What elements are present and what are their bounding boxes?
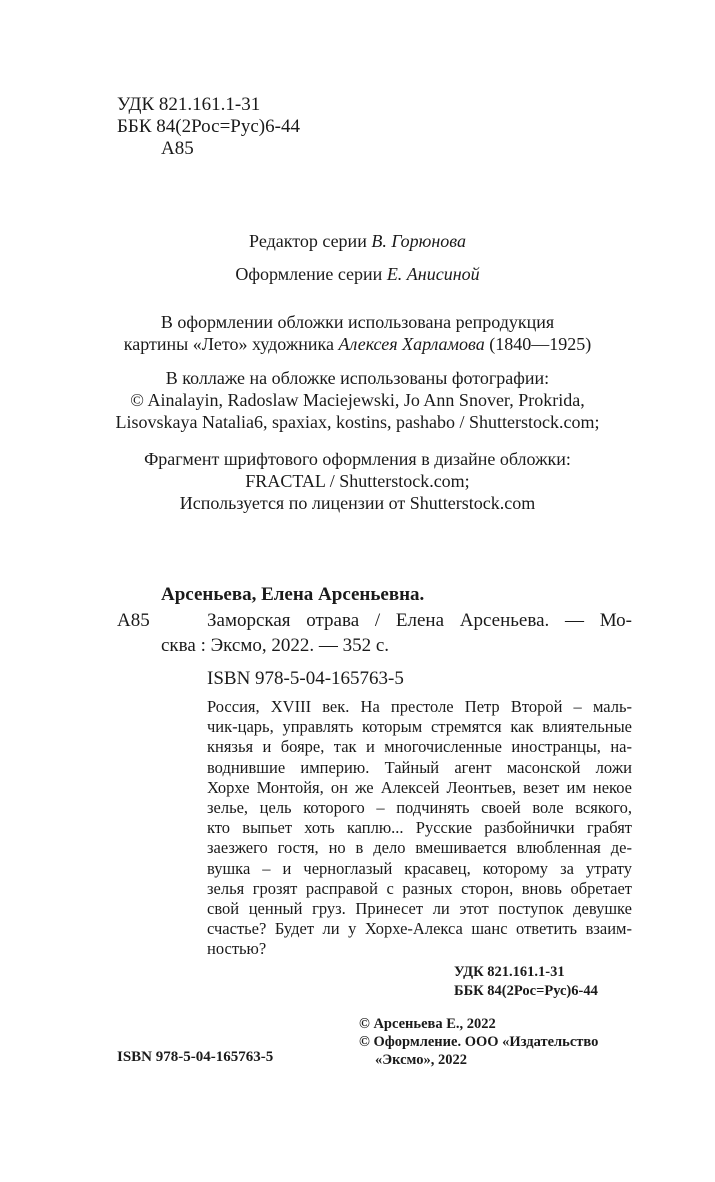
annotation-line: воднившие империю. Тайный агент масонской ложи: [207, 757, 632, 777]
copyright-publisher: «Эксмо», 2022: [375, 1052, 467, 1068]
catalog-title-line-2: сква : Эксмо, 2022. — 352 с.: [161, 635, 390, 656]
annotation-line: Хорхе Монтойя, он же Алексей Леонтьев, везет им некое: [207, 777, 632, 797]
series-design-line: [0, 263, 715, 285]
annotation-line: ностью?: [207, 939, 267, 959]
series-editor-label: Редактор серии: [249, 231, 367, 251]
catalog-author-heading: Арсеньева, Елена Арсеньевна.: [161, 584, 425, 605]
author-mark: А85: [161, 138, 194, 159]
footer-isbn: ISBN 978-5-04-165763-5: [117, 1049, 274, 1065]
annotation-line: вушка – и черноглазый красавец, которому за утрату: [207, 858, 632, 878]
cover-repro-line-2: [0, 333, 715, 355]
bottom-udk-code: УДК 821.161.1-31: [454, 964, 565, 980]
font-credit-line-3: Используется по лицензии от Shutterstock.com: [179, 493, 536, 513]
font-credit-line-2: FRACTAL / Shutterstock.com;: [245, 471, 470, 491]
cover-repro-years: (1840—1925): [489, 334, 592, 354]
annotation-line: князья и бояре, так и многочисленные иностранцы, на-: [207, 737, 632, 757]
annotation-line: счастье? Будет ли у Хорхе-Алекса шанс ответить взаим-: [207, 919, 632, 939]
annotation-line: свой ценный груз. Принесет ли этот поступок девушке: [207, 899, 632, 919]
font-credit-line-1: Фрагмент шрифтового оформления в дизайне обложки:: [144, 449, 571, 469]
series-editor-name: В. Горюнова: [371, 231, 466, 251]
annotation: [207, 697, 632, 960]
series-design-label: Оформление серии: [235, 264, 383, 284]
cover-repro-artist: Алексея Харламова: [338, 334, 485, 354]
copyright-design: © Оформление. ООО «Издательство: [359, 1034, 599, 1050]
collage-line-2: © Ainalayin, Radoslaw Maciejewski, Jo Ann Snover, Prokrida,: [130, 390, 585, 410]
annotation-line: заезжего гостя, но в дело вмешивается влюбленная де-: [207, 838, 632, 858]
bottom-bbk-code: ББК 84(2Рос=Рус)6-44: [454, 983, 598, 999]
annotation-line: чик-царь, управлять которым стремятся как влиятельные: [207, 717, 632, 737]
annotation-line: кто выпьет хоть каплю... Русские разбойнички грабят: [207, 818, 632, 838]
series-design-name: Е. Анисиной: [386, 264, 480, 284]
annotation-line: зелье, цель которого – подчинять своей воле всякого,: [207, 798, 632, 818]
annotation-line: Россия, XVIII век. На престоле Петр Второй – маль-: [207, 697, 632, 716]
bbk-code: ББК 84(2Рос=Рус)6-44: [117, 116, 300, 137]
cover-repro-text: картины «Лето» художника: [123, 334, 335, 354]
collage-line-3: Lisovskaya Natalia6, spaxiax, kostins, pashabo / Shutterstock.com;: [115, 412, 600, 432]
copyright-author: © Арсеньева Е., 2022: [359, 1016, 496, 1032]
catalog-mark: А85: [117, 610, 150, 631]
cover-repro-line-1: В оформлении обложки использована репродукция: [160, 312, 555, 332]
annotation-line: зелья грозят расправой с разных сторон, вновь обретает: [207, 878, 632, 898]
catalog-isbn: ISBN 978-5-04-165763-5: [207, 668, 404, 689]
udk-code: УДК 821.161.1-31: [117, 94, 261, 115]
collage-line-1: В коллаже на обложке использованы фотографии:: [165, 368, 550, 388]
series-editor-line: [0, 230, 715, 252]
catalog-title-line-1: Заморская отрава / Елена Арсеньева. — Мо-: [207, 610, 632, 631]
